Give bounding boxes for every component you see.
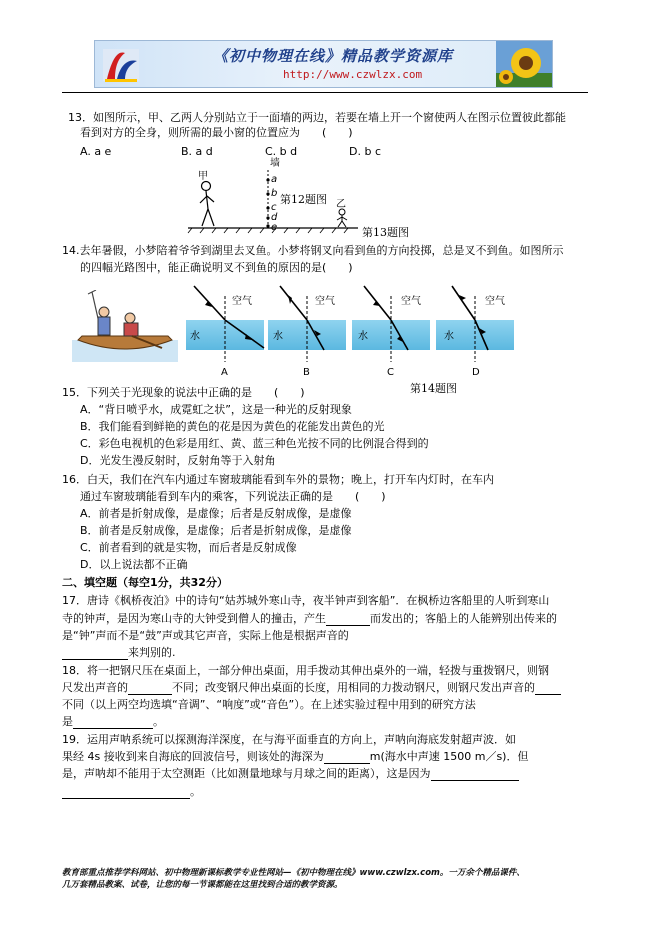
q16-option-b: B．前者是反射成像，是虚像；后者是折射成像，是虚像: [80, 524, 352, 537]
q13-option-a: A. a e: [80, 145, 112, 158]
q13-point-c: c: [271, 202, 277, 213]
q16-line2: 通过车窗玻璃能看到车内的乘客，下列说法正确的是 ( ): [80, 490, 386, 503]
q16-line1: 16．白天，我们在汽车内通过车窗玻璃能看到车外的景物；晚上，打开车内灯时，在车内: [62, 473, 494, 486]
q19-line3: 是，声呐却不能用于太空测距（比如测量地球与月球之间的距离），这是因为: [62, 767, 519, 781]
q18-line4: 是 。: [62, 715, 164, 728]
figure-12-caption: 第12题图: [280, 193, 327, 206]
q19-blank-2[interactable]: [431, 780, 519, 781]
footer-line2: 几万套精品教案、试卷，让您的每一节课都能在这里找到合适的教学资源。: [62, 880, 343, 890]
q17-blank-2[interactable]: [62, 659, 128, 660]
banner-title: 《初中物理在线》精品教学资源库: [213, 47, 454, 65]
sunflower-icon: [496, 41, 552, 88]
q18-blank-2[interactable]: [535, 694, 561, 695]
q19-line4: 。: [62, 785, 201, 799]
q14-line2: 的四幅光路图中，能正确说明叉不到鱼的原因的是( ): [80, 261, 353, 274]
diagram-a-air-label: 空气: [232, 296, 252, 307]
q13-option-c: C. b d: [265, 145, 298, 158]
diagram-b-water-label: 水: [273, 331, 283, 342]
q19-line2: 果经 4s 接收到来自海底的回波信号，则该处的海深为 m(海水中声速 1500 m／s)．但: [62, 750, 529, 763]
diagram-c-label: C: [387, 367, 394, 378]
q19-line1: 19．运用声呐系统可以探测海洋深度，在与海平面垂直的方向上，声呐向海底发射超声波．如: [62, 733, 516, 746]
q13-wall-label: 墙: [270, 158, 280, 169]
q13-option-b: B. a d: [181, 145, 213, 158]
q17-blank-1[interactable]: [326, 625, 370, 626]
q13-jia-label: 甲: [198, 171, 208, 182]
q18-line3: 不同（以上两空均选填“音调”、“响度”或“音色”）。在上述实验过程中用到的研究方法: [62, 698, 476, 711]
q15-option-c: C．彩色电视机的色彩是用红、黄、蓝三种色光按不同的比例混合得到的: [80, 437, 429, 450]
figure-13-caption: 第13题图: [362, 226, 409, 239]
q13-option-d: D. b c: [349, 145, 381, 158]
q13-yi-label: 乙: [336, 199, 346, 210]
diagram-b-label: B: [303, 367, 310, 378]
header-rule: [62, 92, 588, 93]
q15-option-d: D．光发生漫反射时，反射角等于入射角: [80, 454, 276, 467]
fishing-boat-illustration: [72, 290, 178, 362]
q16-option-a: A．前者是折射成像，是虚像；后者是反射成像，是虚像: [80, 507, 352, 520]
figure-14-caption: 第14题图: [410, 382, 457, 395]
q13-point-b: b: [271, 188, 278, 199]
q18-blank-1[interactable]: [128, 694, 172, 695]
q13-point-d: d: [271, 212, 278, 223]
q13-line2: 看到对方的全身，则所需的最小窗的位置应为 ( ): [80, 126, 353, 139]
q16-option-d: D．以上说法都不正确: [80, 558, 188, 571]
site-logo-icon: [101, 45, 141, 85]
q13-line1: 13．如图所示，甲、乙两人分别站立于一面墙的两边，若要在墙上开一个窗使两人在图示位置彼此都能: [68, 111, 566, 124]
diagram-d-air-label: 空气: [485, 296, 505, 307]
q18-line1: 18．将一把钢尺压在桌面上，一部分伸出桌面，用手拨动其伸出桌外的一端，轻拨与重拨钢尺，则钢: [62, 664, 549, 677]
q19-blank-3[interactable]: [62, 798, 190, 799]
q14-line1: 14.去年暑假，小梦陪着爷爷到湖里去叉鱼。小梦将钢叉向看到鱼的方向投掷，总是叉不到鱼。如图所示: [62, 244, 564, 257]
q18-blank-3[interactable]: [73, 728, 153, 729]
q13-point-e: e: [271, 222, 278, 233]
diagram-d-water-label: 水: [444, 331, 454, 342]
diagram-c-water-label: 水: [358, 331, 368, 342]
q15-option-b: B．我们能看到鲜艳的黄色的花是因为黄色的花能发出黄色的光: [80, 420, 385, 433]
header-banner: [94, 40, 553, 88]
footer-line1: 教育部重点推荐学科网站、初中物理新课标教学专业性网站—《初中物理在线》www.czwlzx.com。一万余个精品课件、: [62, 868, 525, 878]
diagram-a: [186, 286, 264, 362]
diagram-c-air-label: 空气: [401, 296, 421, 307]
q18-line2: 尺发出声音的 不同；改变钢尺伸出桌面的长度，用相同的力拨动钢尺，则钢尺发出声音的: [62, 681, 561, 695]
q15-stem: 15．下列关于光现象的说法中正确的是 ( ): [62, 386, 305, 399]
diagram-a-water-label: 水: [190, 331, 200, 342]
q17-line2: 寺的钟声，是因为寒山寺的大钟受到僧人的撞击，产生 而发出的；客船上的人能辨别出传来的: [62, 612, 557, 625]
diagram-d-label: D: [472, 367, 480, 378]
q19-blank-1[interactable]: [324, 763, 370, 764]
q15-option-a: A．“背日喷乎水，成霓虹之状”，这是一种光的反射现象: [80, 403, 352, 416]
banner-url[interactable]: http://www.czwlzx.com: [283, 68, 423, 81]
q17-line4: 来判别的.: [62, 646, 176, 660]
q16-option-c: C．前者看到的就是实物，而后者是反射成像: [80, 541, 297, 554]
diagram-b-air-label: 空气: [315, 296, 335, 307]
q13-point-a: a: [271, 174, 278, 185]
q17-line3: 是“钟”声而不是“鼓”声或其它声音，实际上他是根据声音的: [62, 629, 349, 642]
diagram-a-label: A: [221, 367, 228, 378]
q17-line1: 17．唐诗《枫桥夜泊》中的诗句“姑苏城外寒山寺，夜半钟声到客船”．在枫桥边客船里的人听到寒山: [62, 594, 550, 607]
section-2-heading: 二、填空题（每空1分，共32分）: [62, 576, 228, 589]
